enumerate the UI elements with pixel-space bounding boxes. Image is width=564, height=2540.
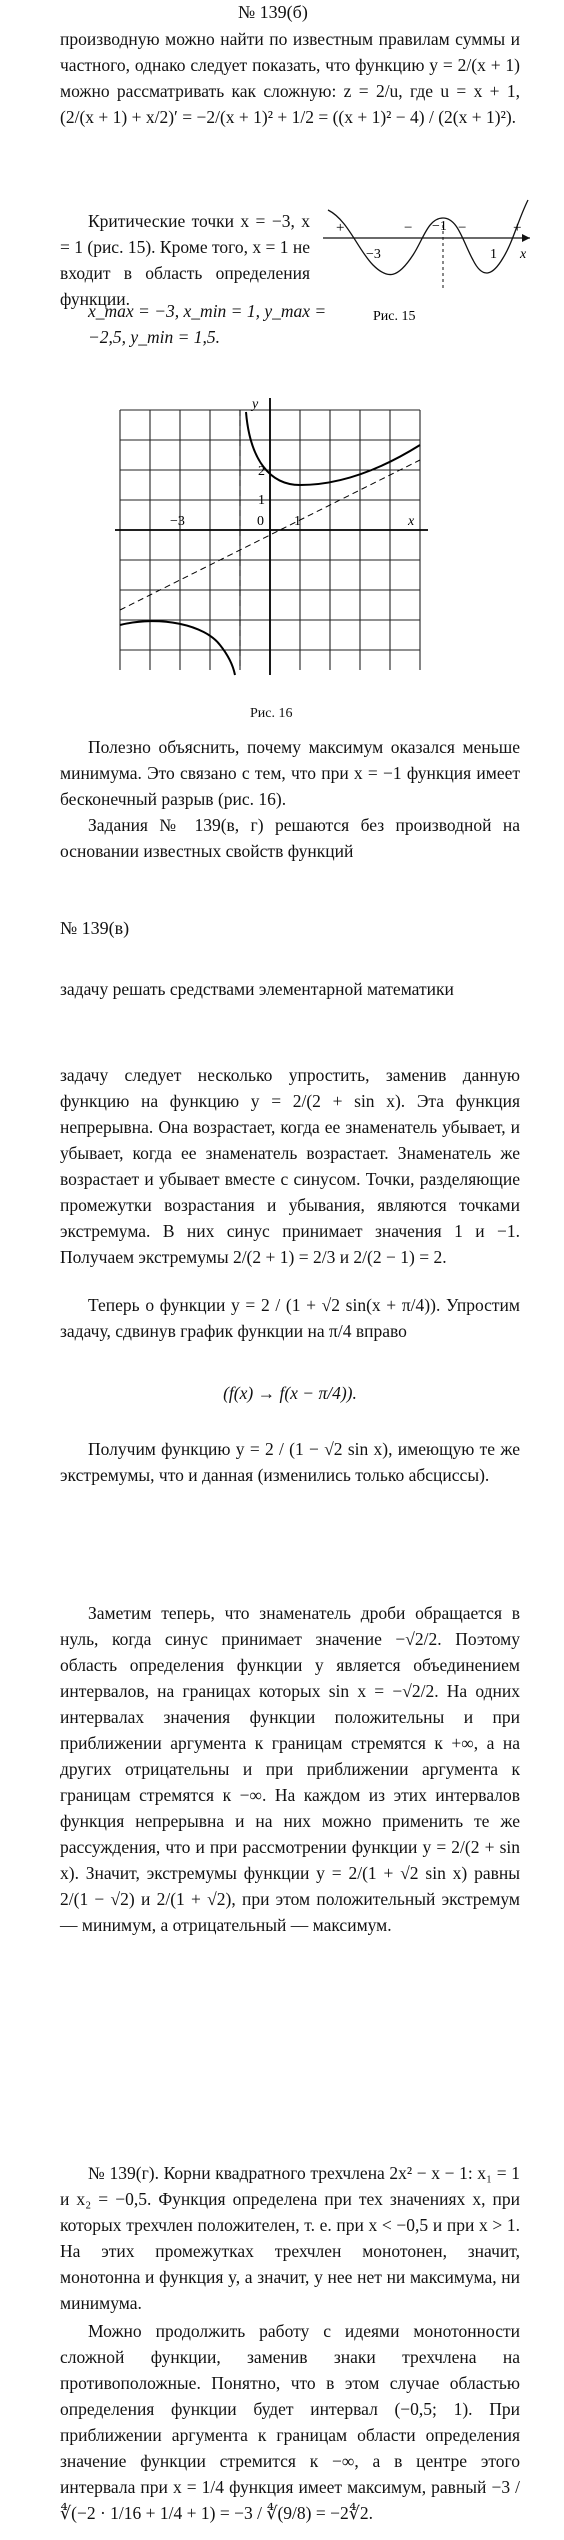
paragraph-critical-points: Критические точки x = −3, x = 1 (рис. 15). Кроме того, x = 1 не входит в область определения функции. <box>60 211 310 309</box>
paragraph-tasks: Задания № 139(в, г) решаются без производной на основании известных свойств функций <box>60 815 520 861</box>
paragraph-shift: Теперь о функции y = 2 / (1 + √2 sin(x + π/4)). Упростим задачу, сдвинув график функции на π/4 вправо <box>60 1295 520 1341</box>
fig16-label-2: 2 <box>258 464 265 479</box>
fig15-label-plus-left: + <box>336 220 345 236</box>
fig15-curve <box>328 200 528 275</box>
paragraph-simplify: задачу следует несколько упростить, заменив данную функцию на функцию y = 2/(2 + sin x). Эта функция непрерывна. Она возрастает, когда ее знаменатель убывает, и убывает, когда ее знаменатель возрастает. Знаменатель же возрастает и убывает вместе с синусом. Точки, разделяющие промежутки возрастания и убывания, являются точками экстремума. В них синус принимает значения 1 и −1. Получаем экстремумы 2/(2 + 1) = 2/3 и 2/(2 − 1) = 2. <box>60 1065 520 1267</box>
formula-shift: (f(x) → f(x − π/4)). <box>223 1383 357 1403</box>
fig15-label-minus-1: − <box>404 220 413 236</box>
fig16-label-0: 0 <box>257 514 264 529</box>
fig15-caption: Рис. 15 <box>373 309 416 324</box>
paragraph-extrema: x_max = −3, x_min = 1, y_max = −2,5, y_min = 1,5. <box>88 301 327 347</box>
figure-16 <box>110 390 440 690</box>
paragraph-elementary: задачу решать средствами элементарной математики <box>60 979 454 999</box>
fig16-label-1: 1 <box>258 493 265 508</box>
header-139v: № 139(в) <box>60 918 130 938</box>
fig16-label-neg3: −3 <box>170 514 185 529</box>
paragraph-note: Полезно объяснить, почему максимум оказался меньше минимума. Это связано с тем, что при x = −1 функция имеет бесконечный разрыв (рис. 16). <box>60 737 520 809</box>
fig16-label-x: x <box>408 514 415 529</box>
fig15-label-x: x <box>520 247 527 262</box>
paragraph-domain: Заметим теперь, что знаменатель дроби обращается в нуль, когда синус принимает значение −√2/2. Поэтому область определения функции y является объединением интервалов, на границах которых sin x = −√2/2. На одних интервалах значения функции положительны и при приближении аргумента к границам стремятся к +∞, а на других отрицательны и при приближении аргумента к границам стремятся к −∞. На каждом из этих интервалов функция непрерывна и на них можно применить те же рассуждения, что и при рассмотрении функции y = 2/(2 + sin x). Значит, экстремумы функции y = 2/(1 + √2 sin x) равны 2/(1 − √2) и 2/(1 + √2), при этом положительный экстремум — минимум, а отрицательный — максимум. <box>60 1603 520 1935</box>
fig16-label-y: y <box>252 397 259 412</box>
fig16-caption: Рис. 16 <box>250 706 293 721</box>
fig15-label-neg3: −3 <box>366 247 381 262</box>
fig16-label-x1: 1 <box>294 514 301 529</box>
fig16-curve-left <box>120 621 235 675</box>
fig15-label-minus-2: − <box>458 220 467 236</box>
fig16-curve-right <box>246 412 420 485</box>
paragraph-result: Получим функцию y = 2 / (1 − √2 sin x), имеющую те же экстремумы, что и данная (изменились только абсциссы). <box>60 1439 520 1485</box>
figure-15 <box>318 180 538 330</box>
fig15-label-neg1: −1 <box>432 219 447 234</box>
header-139b: № 139(б) <box>238 2 308 22</box>
fig15-label-1: 1 <box>490 247 497 262</box>
paragraph-139g: № 139(г). Корни квадратного трехчлена 2x² − x − 1: x₁ = 1 и x₂ = −0,5. Функция определена при тех значениях x, при которых трехчлен положителен, т. е. при x < −0,5 и при x > 1. На этих промежутках трехчлен монотонен, значит, монотонна и функция y, а значит, у нее нет ни максимума, ни минимума. <box>60 2163 520 2313</box>
paragraph-continue: Можно продолжить работу с идеями монотонности сложной функции, заменив знаки трехчлена на противоположные. Понятно, что в этом случае областью определения функции будет интервал (−0,5; 1). При приближении аргумента к границам области определения значение функции стремится к −∞, а в центре этого интервала при x = 1/4 функция имеет максимум, равный −3 / ∜(−2 · 1/16 + 1/4 + 1) = −3 / ∜(9/8) = −2∜2. <box>60 2321 520 2523</box>
fig15-axis-arrow <box>522 234 530 242</box>
paragraph-intro: производную можно найти по известным правилам суммы и частного, однако следует показать, что функцию y = 2/(x + 1) можно рассматривать как сложную: z = 2/u, где u = x + 1, (2/(x + 1) + x/2)′ = −2/(x + 1)² + 1/2 = ((x + 1)² − 4) / (2(x + 1)²). <box>60 29 520 127</box>
fig15-label-plus-right: + <box>513 220 522 236</box>
